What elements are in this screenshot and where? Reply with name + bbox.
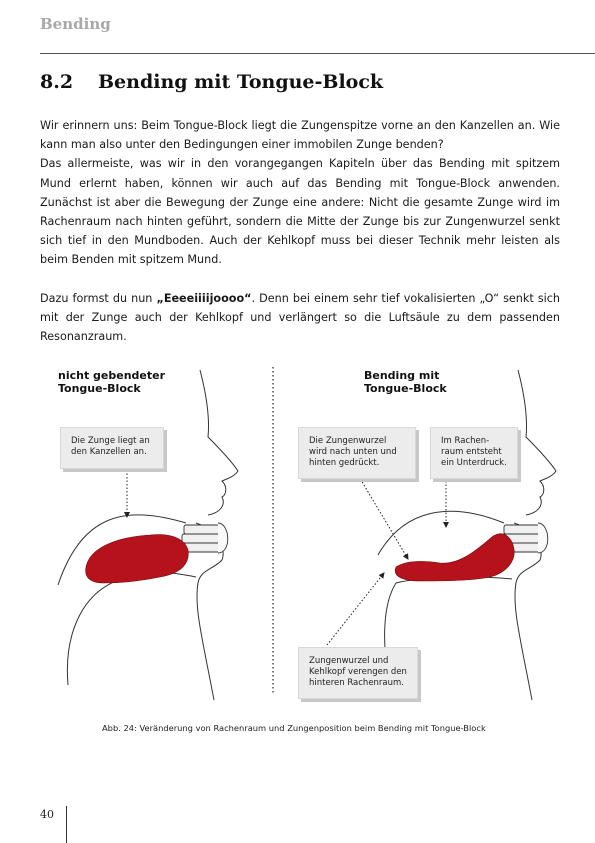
running-header: Bending	[40, 15, 111, 33]
note-line: Die Zunge liegt an	[71, 436, 150, 446]
note-line: den Kanzellen an.	[71, 447, 147, 457]
note-line: Im Rachen-	[441, 436, 490, 446]
paragraph-2: Das allermeiste, was wir in den vorangegangen Kapiteln über das Bending mit spitzem Mund erlernt haben, können wir auch auf das Bending mit Tongue-Block anwenden. Zunächst ist aber die Bewegung der Zunge eine andere: Nicht die gesamte Zunge wird im Rachenraum nach hinten geführt, sondern die Mitte der Zunge bis zur Zungenwurzel senkt sich tief in den Mundboden. Auch der Kehlkopf muss bei dieser Technik mehr leisten als beim Benden mit spitzem Mund.	[40, 157, 560, 267]
left-tongue	[86, 535, 189, 583]
root-arrow	[355, 470, 408, 559]
paragraph-3-end: . Denn bei einem sehr tief vokalisierten „O“ senkt sich mit der Zunge auch der Kehlkopf und verlängert so die Luftsäule zu dem passenden Resonanzraum.	[40, 291, 560, 344]
page-number-rule	[66, 806, 67, 843]
note-line: Kehlkopf verengen den	[309, 667, 407, 677]
note-throat-vacuum	[430, 427, 518, 479]
page-number: 40	[40, 808, 54, 821]
note-root-larynx	[298, 647, 418, 699]
note-line: raum entsteht	[441, 447, 502, 457]
note-line: hinteren Rachenraum.	[309, 678, 405, 688]
note-line: Die Zungenwurzel	[309, 436, 387, 446]
note-line: wird nach unten und	[309, 447, 397, 457]
note-line: Zungenwurzel und	[309, 656, 389, 666]
figure-tongue-block	[0, 355, 595, 715]
section-title-text: Bending mit Tongue-Block	[98, 71, 384, 93]
left-harmonica	[182, 523, 228, 553]
paragraph-1-line-2: Wie kann man also unter den Bedingungen einer immobilen Zunge benden?	[40, 119, 560, 152]
section-title	[40, 71, 383, 93]
body-text	[40, 116, 560, 346]
paragraph-1-line-1: Wir erinnern uns: Beim Tongue-Block liegt die Zungenspitze vorne an den Kanzellen an.	[40, 119, 536, 132]
vowel-sequence: „Eeeeiiiijoooo“	[156, 291, 252, 305]
note-tongue-root	[298, 427, 416, 479]
right-tongue	[395, 534, 514, 581]
note-line: hinten gedrückt.	[309, 458, 380, 468]
left-heading	[58, 369, 165, 395]
bottom-arrow	[327, 573, 384, 645]
figure-caption: Abb. 24: Veränderung von Rachenraum und Zungenposition beim Bending mit Tongue-Block	[102, 723, 486, 733]
right-heading-line-2: Tongue-Block	[364, 382, 447, 395]
section-number: 8.2	[40, 71, 74, 93]
left-heading-line-1: nicht gebendeter	[58, 369, 166, 382]
note-tongue-rests	[60, 427, 164, 469]
header-rule	[40, 53, 595, 54]
paragraph-3	[40, 289, 560, 347]
left-heading-line-2: Tongue-Block	[58, 382, 141, 395]
note-line: ein Unterdruck.	[441, 458, 507, 468]
right-heading-line-1: Bending mit	[364, 369, 440, 382]
paragraph-3-start: Dazu formst du nun	[40, 291, 157, 305]
right-heading	[364, 369, 447, 395]
paragraph-1	[40, 116, 560, 154]
